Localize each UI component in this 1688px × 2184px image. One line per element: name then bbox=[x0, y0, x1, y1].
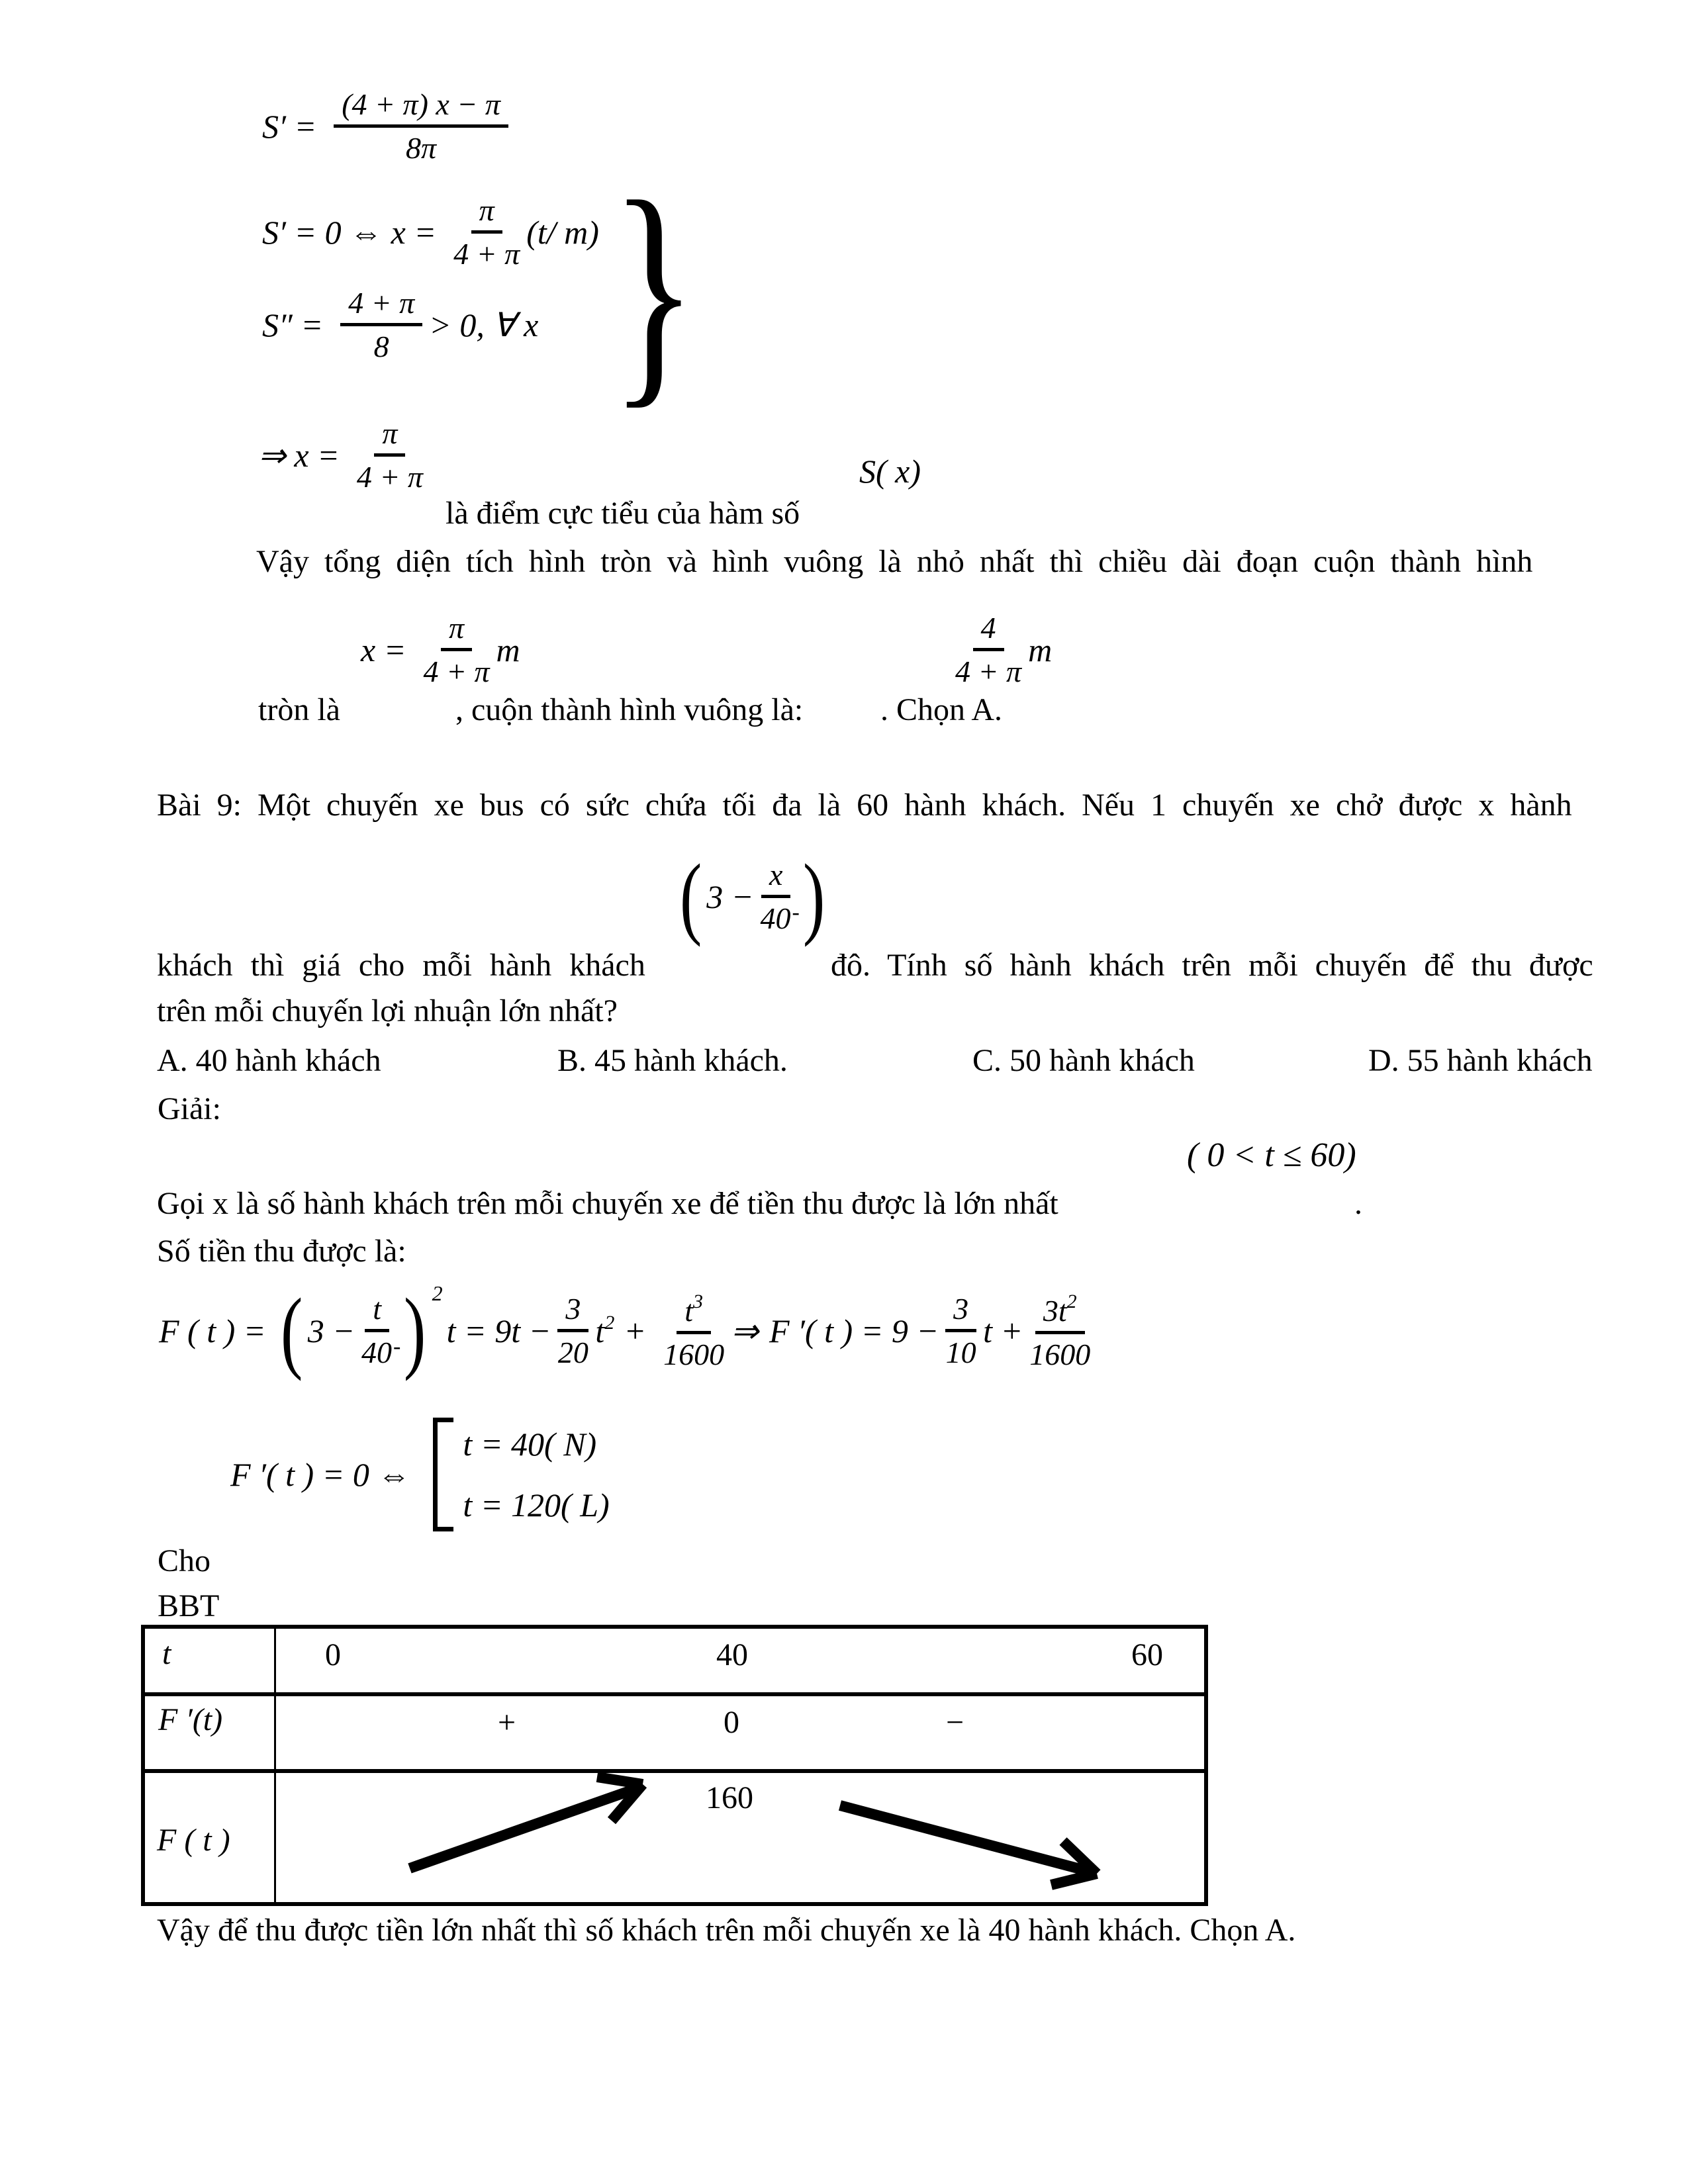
bbt-table bbox=[141, 1625, 1208, 1906]
text-conclusion-1: Vậy tổng diện tích hình tròn và hình vuông là nhỏ nhất thì chiều dài đoạn cuộn thành hình bbox=[256, 544, 1533, 579]
option-b: B. 45 hành khách. bbox=[557, 1043, 788, 1078]
right-paren: ) bbox=[802, 845, 825, 948]
fraction: $\frac{3}{20}$ bbox=[557, 1292, 588, 1369]
bbt-t-value-0: 0 bbox=[325, 1637, 341, 1672]
problem-9-line1: Bài 9: Một chuyến xe bus có sức chứa tối đa là 60 hành khách. Nếu 1 chuyến xe chở được x hành bbox=[157, 788, 1572, 823]
formula-lhs: F ( t ) = bbox=[159, 1312, 266, 1349]
fraction: $\frac{t^3}{1600}$ bbox=[663, 1290, 725, 1371]
bbt-trend-arrows bbox=[145, 1629, 1204, 1902]
exponent: 2 bbox=[1066, 1290, 1077, 1312]
exponent: 2 bbox=[432, 1281, 443, 1305]
text-min-note: là điểm cực tiểu của hàm số bbox=[445, 496, 800, 531]
problem-9-line2b: đô. Tính số hành khách trên mỗi chuyến để thu được bbox=[831, 948, 1593, 983]
formula-lhs: x = bbox=[361, 631, 406, 668]
bbt-t-value-40: 40 bbox=[716, 1637, 748, 1672]
bbt-header-f-prime: F ′(t) bbox=[158, 1702, 223, 1737]
formula-x-square bbox=[949, 610, 1052, 690]
formula-unit: m bbox=[496, 631, 520, 668]
decrease-arrow bbox=[840, 1805, 1097, 1885]
fraction: $\frac{\pi}{4 + \pi}$ bbox=[356, 416, 423, 494]
left-paren: ( bbox=[679, 845, 702, 948]
formula-suffix: > 0, ∀ x bbox=[429, 306, 539, 343]
formula-price: ( 3 − $\frac{x}{40^-}$ ) bbox=[679, 845, 825, 948]
increase-arrow bbox=[410, 1777, 643, 1868]
formula-x-circle bbox=[361, 610, 520, 690]
bbt-header-f: F ( t ) bbox=[157, 1823, 230, 1858]
case-root-1: t = 40( N) bbox=[463, 1426, 597, 1463]
text-goi-period: . bbox=[1354, 1186, 1362, 1221]
fraction: $\frac{\pi}{4 + \pi}$ bbox=[423, 611, 490, 688]
fraction: $\frac{t}{40^-}$ bbox=[361, 1292, 401, 1369]
formula-revenue: F ( t ) = ( 3 − $\frac{t}{40^-}$ ) 2 t = 9t − $\frac{3}{20}$ $t^2$ + $\frac{t^3}{1600}$ ⇒ F ′( t ) = 9 − $\frac{3}{10}$ t + $\frac{3t^2}{1600}$ bbox=[159, 1279, 1091, 1382]
formula-domain: ( 0 < t ≤ 60) bbox=[1187, 1136, 1356, 1174]
formula-lhs: ⇒ x = bbox=[258, 437, 340, 474]
formula-unit: m bbox=[1028, 631, 1053, 668]
bbt-sign-plus: + bbox=[498, 1705, 516, 1740]
bbt-max-value: 160 bbox=[706, 1780, 753, 1815]
right-paren: ) bbox=[404, 1279, 426, 1382]
text-bbt-label: BBT bbox=[158, 1588, 220, 1623]
formula-lhs: S′ = 0 ⇔ x = bbox=[262, 213, 437, 251]
bbt-header-t: t bbox=[162, 1636, 171, 1671]
cases-lines bbox=[463, 1425, 609, 1524]
formula-lhs: S″ = bbox=[262, 306, 324, 343]
problem-9-line2a: khách thì giá cho mỗi hành khách bbox=[157, 948, 645, 983]
system-brace: } bbox=[610, 150, 698, 429]
fraction: $\frac{4 + \pi}{8}$ bbox=[340, 287, 422, 363]
text-so-tien: Số tiền thu được là: bbox=[157, 1234, 406, 1269]
formula-lhs: S′ = bbox=[262, 107, 317, 145]
fraction: $\frac{(4 + \pi) x - \pi}{8\pi}$ bbox=[334, 88, 508, 164]
formula-s-prime bbox=[262, 78, 515, 174]
formula-lhs: F ′( t ) = 0 ⇔ bbox=[230, 1456, 411, 1493]
text-cho: Cho bbox=[158, 1543, 211, 1578]
text-tron-la: tròn là bbox=[258, 692, 340, 727]
exponent: 3 bbox=[692, 1290, 703, 1312]
fraction: $\frac{x}{40^-}$ bbox=[760, 858, 800, 935]
case-root-2: t = 120( L) bbox=[463, 1486, 610, 1524]
problem-9-line3: trên mỗi chuyến lợi nhuận lớn nhất? bbox=[157, 993, 618, 1028]
fraction: $\frac{3}{10}$ bbox=[945, 1292, 976, 1369]
print-artifact: - bbox=[393, 1334, 401, 1359]
text-chon-a-1: . Chọn A. bbox=[880, 692, 1003, 727]
bbt-sign-minus: − bbox=[946, 1705, 964, 1740]
bbt-sign-zero: 0 bbox=[724, 1705, 739, 1740]
text-cuon-thanh: , cuộn thành hình vuông là: bbox=[455, 692, 804, 727]
fraction: $\frac{4}{4 + \pi}$ bbox=[955, 611, 1022, 688]
text-goi: Gọi x là số hành khách trên mỗi chuyến xe để tiền thu được là lớn nhất bbox=[157, 1186, 1058, 1221]
option-c: C. 50 hành khách bbox=[972, 1043, 1195, 1078]
left-paren: ( bbox=[281, 1279, 303, 1382]
exponent: 2 bbox=[604, 1312, 615, 1334]
formula-implies-x bbox=[258, 418, 430, 492]
formula-s-double-prime bbox=[262, 283, 538, 366]
implies-arrow: ⇒ bbox=[731, 1312, 759, 1349]
formula-f-prime-roots bbox=[230, 1418, 610, 1531]
fraction: $\frac{\pi}{4 + \pi}$ bbox=[453, 193, 520, 271]
cases-bracket bbox=[433, 1418, 453, 1531]
fraction: $\frac{3t^2}{1600}$ bbox=[1029, 1290, 1091, 1371]
text-giai: Giải: bbox=[158, 1091, 221, 1126]
print-artifact: - bbox=[792, 900, 800, 925]
option-a: A. 40 hành khách bbox=[157, 1043, 381, 1078]
text-conclusion-final: Vậy để thu được tiền lớn nhất thì số khách trên mỗi chuyến xe là 40 hành khách. Chọn A. bbox=[157, 1913, 1296, 1948]
formula-s-of-x: S( x) bbox=[859, 453, 921, 490]
formula-s-prime-zero bbox=[262, 191, 599, 273]
option-d: D. 55 hành khách bbox=[1368, 1043, 1593, 1078]
formula-suffix: (t/ m) bbox=[526, 213, 599, 251]
bbt-t-value-60: 60 bbox=[1131, 1637, 1163, 1672]
